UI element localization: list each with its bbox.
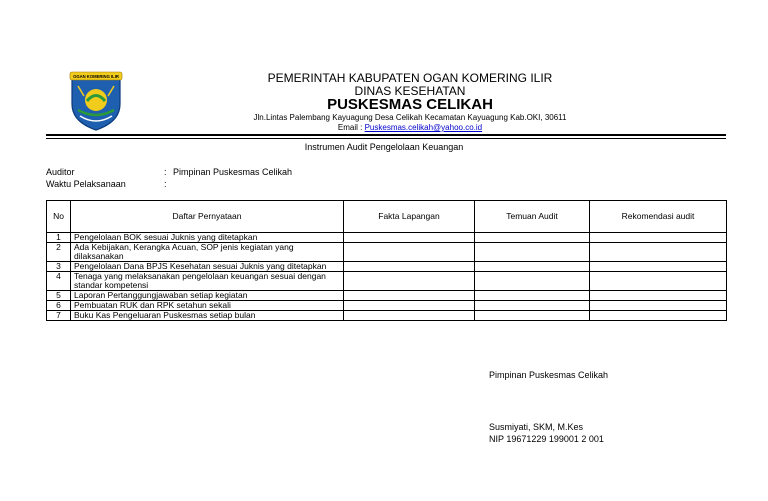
table-row — [47, 301, 727, 311]
table-row — [47, 272, 727, 291]
header-government: PEMERINTAH KABUPATEN OGAN KOMERING ILIR — [267, 71, 553, 85]
row-number: 2 — [47, 243, 71, 262]
temuan-cell[interactable] — [475, 243, 590, 262]
header-department: DINAS KESEHATAN — [354, 84, 466, 98]
waktu-separator: : — [164, 179, 167, 189]
header-email-line — [150, 123, 670, 132]
waktu-label: Waktu Pelaksanaan — [46, 179, 126, 189]
row-statement: Laporan Pertanggungjawaban setiap kegiatan — [71, 291, 344, 301]
table-row — [47, 233, 727, 243]
row-number: 1 — [47, 233, 71, 243]
audit-table — [46, 200, 727, 321]
table-row — [47, 262, 727, 272]
temuan-cell[interactable] — [475, 233, 590, 243]
header-temuan-audit: Temuan Audit — [475, 201, 590, 233]
row-statement: Tenaga yang melaksanakan pengelolaan keuangan sesuai dengan standar kompetensi — [71, 272, 344, 291]
row-statement: Buku Kas Pengeluaran Puskesmas setiap bulan — [71, 311, 344, 321]
rekomendasi-cell[interactable] — [590, 272, 727, 291]
signature-position: Pimpinan Puskesmas Celikah — [489, 370, 609, 380]
row-statement: Ada Kebijakan, Kerangka Acuan, SOP jenis kegiatan yang dilaksanakan — [71, 243, 344, 262]
table-header-row — [47, 201, 727, 233]
temuan-cell[interactable] — [475, 262, 590, 272]
rekomendasi-cell[interactable] — [590, 233, 727, 243]
signature-name: Susmiyati, SKM, M.Kes — [489, 422, 584, 432]
header-rule-thick — [46, 134, 726, 136]
row-number: 6 — [47, 301, 71, 311]
row-number: 3 — [47, 262, 71, 272]
header-address: Jln.Lintas Palembang Kayuagung Desa Celikah Kecamatan Kayuagung Kab.OKI, 30611 — [253, 113, 567, 122]
table-row — [47, 291, 727, 301]
fakta-cell[interactable] — [344, 301, 475, 311]
row-number: 5 — [47, 291, 71, 301]
row-statement: Pengelolaan Dana BPJS Kesehatan sesuai Juknis yang ditetapkan — [71, 262, 344, 272]
rekomendasi-cell[interactable] — [590, 301, 727, 311]
table-row — [47, 243, 727, 262]
header-daftar-pernyataan: Daftar Pernyataan — [71, 201, 344, 233]
fakta-cell[interactable] — [344, 311, 475, 321]
rekomendasi-cell[interactable] — [590, 291, 727, 301]
rekomendasi-cell[interactable] — [590, 311, 727, 321]
fakta-cell[interactable] — [344, 243, 475, 262]
fakta-cell[interactable] — [344, 272, 475, 291]
fakta-cell[interactable] — [344, 291, 475, 301]
auditor-value: Pimpinan Puskesmas Celikah — [173, 167, 293, 177]
rekomendasi-cell[interactable] — [590, 262, 727, 272]
header-institution: PUSKESMAS CELIKAH — [327, 96, 493, 113]
auditor-label: Auditor — [46, 167, 75, 177]
rekomendasi-cell[interactable] — [590, 243, 727, 262]
header-rule-thin — [46, 138, 726, 139]
document-title: Instrumen Audit Pengelolaan Keuangan — [304, 142, 464, 152]
row-number: 7 — [47, 311, 71, 321]
kabupaten-ogan-komering-ilir-logo — [64, 70, 128, 132]
auditor-separator: : — [164, 167, 167, 177]
header-rekomendasi-audit: Rekomendasi audit — [590, 201, 727, 233]
email-link[interactable]: Puskesmas.celikah@yahoo.co.id — [364, 123, 483, 132]
temuan-cell[interactable] — [475, 272, 590, 291]
row-statement: Pengelolaan BOK sesuai Juknis yang ditetapkan — [71, 233, 344, 243]
row-number: 4 — [47, 272, 71, 291]
header-fakta-lapangan: Fakta Lapangan — [344, 201, 475, 233]
header-no: No — [47, 201, 71, 233]
logo-text: OGAN KOMERING ILIR — [73, 74, 119, 79]
row-statement: Pembuatan RUK dan RPK setahun sekali — [71, 301, 344, 311]
email-label: Email : — [337, 123, 365, 132]
temuan-cell[interactable] — [475, 291, 590, 301]
temuan-cell[interactable] — [475, 301, 590, 311]
fakta-cell[interactable] — [344, 233, 475, 243]
table-row — [47, 311, 727, 321]
temuan-cell[interactable] — [475, 311, 590, 321]
fakta-cell[interactable] — [344, 262, 475, 272]
signature-nip: NIP 19671229 199001 2 001 — [489, 434, 604, 444]
